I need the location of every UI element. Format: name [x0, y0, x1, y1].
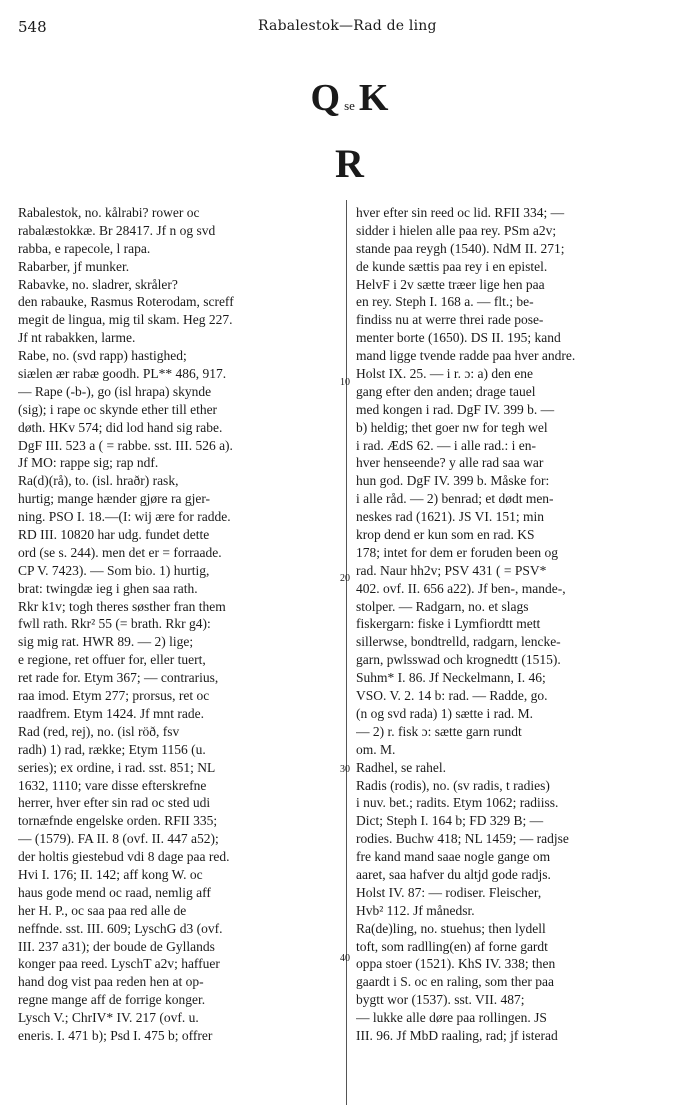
text-line: 178; intet for dem er foruden been og [356, 544, 559, 560]
text-line: brat: twingdæ ieg i ghen saa rath. [18, 580, 198, 596]
text-line: RD III. 10820 har udg. fundet dette [18, 527, 210, 543]
cross-ref-from-letter: Q [310, 77, 341, 119]
text-line: sidder i hielen alle paa rey. PSm a2v; [356, 222, 557, 238]
text-line: haus gode mend oc raad, nemlig aff [18, 884, 211, 900]
text-line: mand ligge tvende radde paa hver andre. [356, 348, 576, 364]
text-line: fwll rath. Rkr² 55 (= brath. Rkr g4): [18, 616, 211, 632]
right-text-column [356, 204, 676, 1045]
text-line: sig mig rat. HWR 89. — 2) lige; [18, 634, 194, 650]
text-line: den rabauke, Rasmus Roterodam, screff [18, 294, 234, 310]
text-line: gaardt i S. oc en raling, som ther paa [356, 974, 554, 990]
text-line: Rabavke, no. sladrer, skråler? [18, 276, 178, 292]
text-line: om. M. [356, 741, 396, 757]
page-header [0, 18, 699, 38]
text-line: krop dend er kun som en rad. KS [356, 527, 535, 543]
text-line: series); ex ordine, i rad. sst. 851; NL [18, 759, 216, 775]
line-number-marker: 30 [340, 764, 350, 775]
text-line: III. 96. Jf MbD raaling, rad; jf isterad [356, 1027, 558, 1043]
text-line: Dict; Steph I. 164 b; FD 329 B; — [356, 813, 544, 829]
text-line: stolper. — Radgarn, no. et slags [356, 598, 529, 614]
text-line: Suhm* I. 86. Jf Neckelmann, I. 46; [356, 670, 546, 686]
text-line: Ra(de)ling, no. stuehus; then lydell [356, 920, 546, 936]
text-line: i alle råd. — 2) benrad; et dødt men- [356, 491, 554, 507]
text-line: fiskergarn: fiske i Lymfiordtt mett [356, 616, 541, 632]
text-line: oppa stoer (1521). KhS IV. 338; then [356, 956, 556, 972]
text-line: døth. HKv 574; did lod hand sig rabe. [18, 419, 223, 435]
text-line: — Rape (-b-), go (isl hrapa) skynde [18, 383, 212, 399]
text-line: konger paa reed. LyschT a2v; haffuer [18, 956, 220, 972]
line-number-marker: 40 [340, 953, 350, 964]
text-line: hver efter sin reed oc lid. RFII 334; — [356, 205, 565, 220]
text-line: b) heldig; thet goer nw for tegh wel [356, 419, 548, 435]
text-line: Holst IV. 87: — rodiser. Fleischer, [356, 884, 542, 900]
text-line: Rabe, no. (svd rapp) hastighed; [18, 348, 187, 364]
text-line: Lysch V.; ChrIV* IV. 217 (ovf. u. [18, 1010, 199, 1026]
text-line: eneris. I. 471 b); Psd I. 475 b; offrer [18, 1027, 213, 1043]
text-line: ord (se s. 244). men det er = forraade. [18, 544, 222, 560]
text-line: megit de lingua, mig til skam. Heg 227. [18, 312, 233, 328]
text-line: siælen ær rabæ goodh. PL** 486, 917. [18, 366, 227, 382]
text-line: radh) 1) rad, række; Etym 1156 (u. [18, 741, 206, 757]
text-line: aaret, saa hafver du altjd gode radjs. [356, 866, 551, 882]
text-line: Ra(d)(rå), to. (isl. hraðr) rask, [18, 473, 179, 489]
text-line: 1632, 1110; vare disse efterskrefne [18, 777, 207, 793]
text-line: menter borte (1650). DS II. 195; kand [356, 330, 561, 346]
text-line: findiss nu at werre threi rade pose- [356, 312, 544, 328]
text-line: rabba, e rapecole, l rapa. [18, 240, 151, 256]
text-line: — lukke alle døre paa rollingen. JS [356, 1010, 547, 1026]
text-line: stande paa reygh (1540). NdM II. 271; [356, 240, 565, 256]
text-line: Radhel, se rahel. [356, 759, 446, 775]
page-number: 548 [18, 18, 47, 36]
text-line: CP V. 7423). — Som bio. 1) hurtig, [18, 562, 210, 578]
left-text-column [18, 204, 344, 1045]
text-line: (n og svd rada) 1) sætte i rad. M. [356, 705, 533, 721]
text-line: toft, som radlling(en) af forne gardt [356, 938, 548, 954]
text-line: HelvF i 2v sætte træer lige hen paa [356, 276, 545, 292]
text-line: ning. PSO I. 18.—(I: wij ære for radde. [18, 509, 231, 525]
text-line: med kongen i rad. DgF IV. 399 b. — [356, 401, 555, 417]
text-line: her H. P., oc saa paa red alle de [18, 902, 187, 918]
text-line: herrer, hver efter sin rad oc sted udi [18, 795, 211, 811]
text-line: hver henseende? y alle rad saa war [356, 455, 544, 471]
line-number-marker: 10 [340, 377, 350, 388]
text-line: garn, pwlsswad och krognedtt (1515). [356, 652, 561, 668]
text-line: Jf MO: rappe sig; rap ndf. [18, 455, 159, 471]
text-line: e regione, ret offuer for, eller tuert, [18, 652, 206, 668]
text-line: — 2) r. fisk ɔ: sætte garn rundt [356, 723, 522, 739]
text-line: en rey. Steph I. 168 a. — flt.; be- [356, 294, 534, 310]
text-line: gang efter den anden; drage tauel [356, 383, 536, 399]
text-line: (sig); i rape oc skynde ether till ether [18, 401, 218, 417]
text-line: ret rade for. Etym 367; — contrarius, [18, 670, 219, 686]
text-line: hurtig; mange hænder gjøre ra gjer- [18, 491, 211, 507]
text-line: i nuv. bet.; radits. Etym 1062; radiiss. [356, 795, 559, 811]
text-line: Rkr k1v; togh theres søsther fran them [18, 598, 226, 614]
text-line: Hvb² 112. Jf månedsr. [356, 902, 475, 918]
text-line: rodies. Buchw 418; NL 1459; — radjse [356, 831, 569, 847]
text-line: Jf nt rabakken, larme. [18, 330, 136, 346]
text-line: neffnde. sst. III. 609; LyschG d3 (ovf. [18, 920, 223, 936]
section-letter-heading: R [335, 141, 364, 186]
text-line: rabalæstokkæ. Br 28417. Jf n og svd [18, 222, 216, 238]
section-cross-reference [0, 76, 699, 120]
text-line: Rabarber, jf munker. [18, 258, 130, 274]
text-line: regne mange aff de forrige konger. [18, 992, 206, 1008]
text-line: sillerwse, bondtrelld, radgarn, lencke- [356, 634, 561, 650]
text-line: 402. ovf. II. 656 a22). Jf ben-, mande-, [356, 580, 566, 596]
text-line: Rabalestok, no. kålrabi? rower oc [18, 205, 200, 220]
text-line: fre kand mand saae nogle gange om [356, 849, 551, 865]
text-line: raadfrem. Etym 1424. Jf mnt rade. [18, 705, 204, 721]
text-line: Rad (red, rej), no. (isl röð, fsv [18, 723, 180, 739]
text-line: — (1579). FA II. 8 (ovf. II. 447 a52); [18, 831, 219, 847]
text-line: rad. Naur hh2v; PSV 431 ( = PSV* [356, 562, 547, 578]
column-divider [346, 200, 347, 1105]
text-line: tornæfnde engelske orden. RFII 335; [18, 813, 218, 829]
text-line: Holst IX. 25. — i r. ɔ: a) den ene [356, 366, 533, 382]
text-line: VSO. V. 2. 14 b: rad. — Radde, go. [356, 688, 548, 704]
line-number-marker: 20 [340, 573, 350, 584]
running-head: Rabalestok—Rad de ling [258, 18, 437, 34]
text-line: neskes rad (1621). JS VI. 151; min [356, 509, 544, 525]
text-line: Hvi I. 176; II. 142; aff kong W. oc [18, 866, 203, 882]
text-line: Radis (rodis), no. (sv radis, t radies) [356, 777, 550, 793]
text-line: raa imod. Etym 277; prorsus, ret oc [18, 688, 210, 704]
text-line: DgF III. 523 a ( = rabbe. sst. III. 526 a). [18, 437, 233, 453]
text-line: der holtis giestebud vdi 8 dage paa red. [18, 849, 230, 865]
text-line: III. 237 a31); der boude de Gyllands [18, 938, 215, 954]
cross-ref-see-word: se [344, 98, 355, 113]
cross-ref-to-letter: K [358, 77, 389, 119]
text-line: i rad. ÆdS 62. — i alle rad.: i en- [356, 437, 536, 453]
text-line: de kunde sættis paa rey i en epistel. [356, 258, 548, 274]
text-line: bygtt wor (1537). sst. VII. 487; [356, 992, 525, 1008]
text-line: hand dog vist paa reden hen at op- [18, 974, 204, 990]
text-line: hun god. DgF IV. 399 b. Måske for: [356, 473, 550, 489]
